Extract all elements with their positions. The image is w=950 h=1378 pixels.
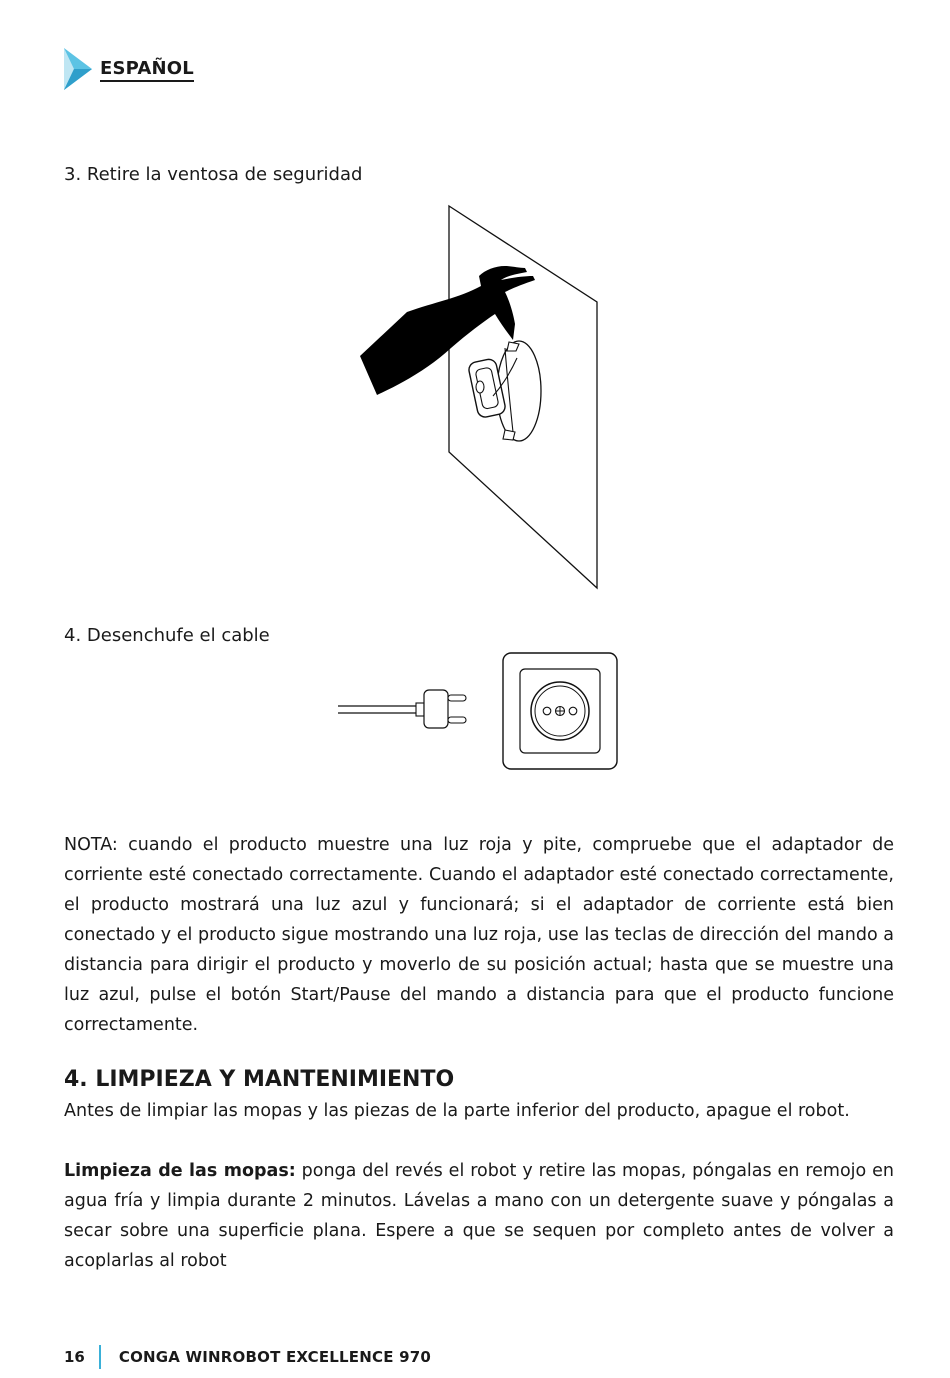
- brand-logo-icon: [62, 46, 96, 92]
- section-intro: Antes de limpiar las mopas y las piezas de la parte inferior del producto, apague el robot.: [64, 1101, 850, 1121]
- step-4-label: 4. Desenchufe el cable: [64, 625, 270, 646]
- mop-cleaning-text: ponga del revés el robot y retire las mopas, póngalas en remojo en agua fría y limpia durante 2 minutos. Lávelas a mano con un detergente suave y póngalas a secar sobre una superficie plana. Espere a que se sequen por completo antes de volver a acoplarlas al robot: [64, 1161, 894, 1271]
- unplug-cable-illustration: [338, 651, 620, 773]
- page-footer: [64, 1345, 431, 1369]
- footer-divider: [99, 1345, 101, 1369]
- suction-cup-removal-illustration: [355, 200, 605, 592]
- note-paragraph: NOTA: cuando el producto muestre una luz roja y pite, compruebe que el adaptador de corriente esté conectado correctamente. Cuando el adaptador esté conectado correctamente, el producto mostrará una luz azul y funcionará; si el adaptador de corriente está bien conectado y el producto sigue mostrando una luz roja, use las teclas de dirección del mando a distancia para dirigir el producto y moverlo de su posición actual; hasta que se muestre una luz azul, pulse el botón Start/Pause del mando a distancia para que el producto funcione correctamente.: [64, 835, 894, 1035]
- page-number: 16: [64, 1348, 85, 1366]
- product-name: CONGA WINROBOT EXCELLENCE 970: [118, 1348, 431, 1366]
- language-label: ESPAÑOL: [100, 59, 194, 82]
- mop-cleaning-paragraph: [64, 1156, 894, 1276]
- mop-cleaning-label: Limpieza de las mopas:: [64, 1161, 296, 1181]
- section-title: 4. LIMPIEZA Y MANTENIMIENTO: [64, 1067, 455, 1092]
- step-3-label: 3. Retire la ventosa de seguridad: [64, 164, 363, 185]
